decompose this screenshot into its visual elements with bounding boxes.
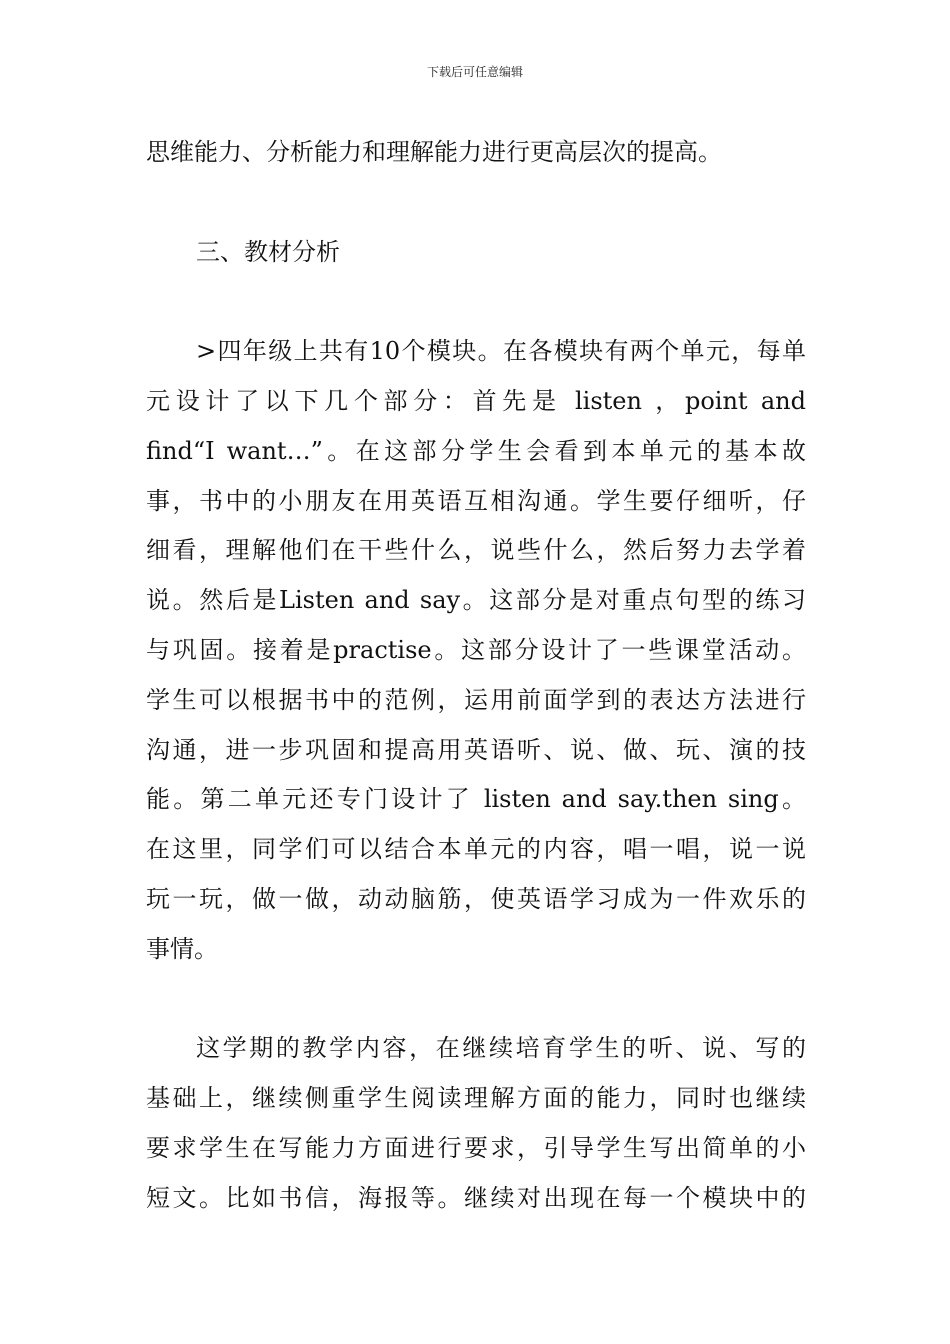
paragraph-line: 说。然后是Listen and say。这部分是对重点句型的练习 — [146, 586, 806, 615]
paragraph-line-last: 事情。 — [146, 934, 218, 963]
page-header: 下载后可任意编辑 — [426, 65, 523, 79]
document-body — [146, 128, 806, 1224]
paragraph-line: 玩一玩，做一做，动动脑筋，使英语学习成为一件欢乐的 — [146, 884, 806, 913]
paragraph-line: 在这里，同学们可以结合本单元的内容，唱一唱，说一说 — [146, 835, 806, 864]
paragraph-line: 这学期的教学内容，在继续培育学生的听、说、写的 — [196, 1034, 806, 1063]
paragraph-line: 要求学生在写能力方面进行要求，引导学生写出简单的小 — [146, 1133, 806, 1162]
section-heading: 三、教材分析 — [196, 237, 340, 266]
paragraph-line: 基础上，继续侧重学生阅读理解方面的能力，同时也继续 — [146, 1084, 806, 1113]
paragraph-line: 能。第二单元还专门设计了 listen and say.then sing。 — [146, 785, 806, 814]
paragraph-line: 学生可以根据书中的范例，运用前面学到的表达方法进行 — [146, 685, 806, 714]
paragraph-line: 元设计了以下几个部分：首先是 listen ，point and — [146, 386, 806, 415]
paragraph-line: >四年级上共有10个模块。在各模块有两个单元，每单 — [196, 337, 806, 366]
paragraph-textbook-analysis — [146, 327, 806, 974]
paragraph-line: 细看，理解他们在干些什么，说些什么，然后努力去学着 — [146, 536, 806, 565]
paragraph-line: 短文。比如书信，海报等。继续对出现在每一个模块中的 — [146, 1183, 806, 1212]
paragraph-line: 沟通，进一步巩固和提高用英语听、说、做、玩、演的技 — [146, 735, 806, 764]
paragraph-line: 事，书中的小朋友在用英语互相沟通。学生要仔细听，仔 — [146, 486, 806, 515]
paragraph-line: find“I want…”。在这部分学生会看到本单元的基本故 — [146, 436, 806, 465]
intro-line: 思维能力、分析能力和理解能力进行更高层次的提高。 — [146, 138, 722, 166]
paragraph-line: 与巩固。接着是practise。这部分设计了一些课堂活动。 — [146, 635, 806, 664]
paragraph-semester-content — [146, 1024, 806, 1223]
